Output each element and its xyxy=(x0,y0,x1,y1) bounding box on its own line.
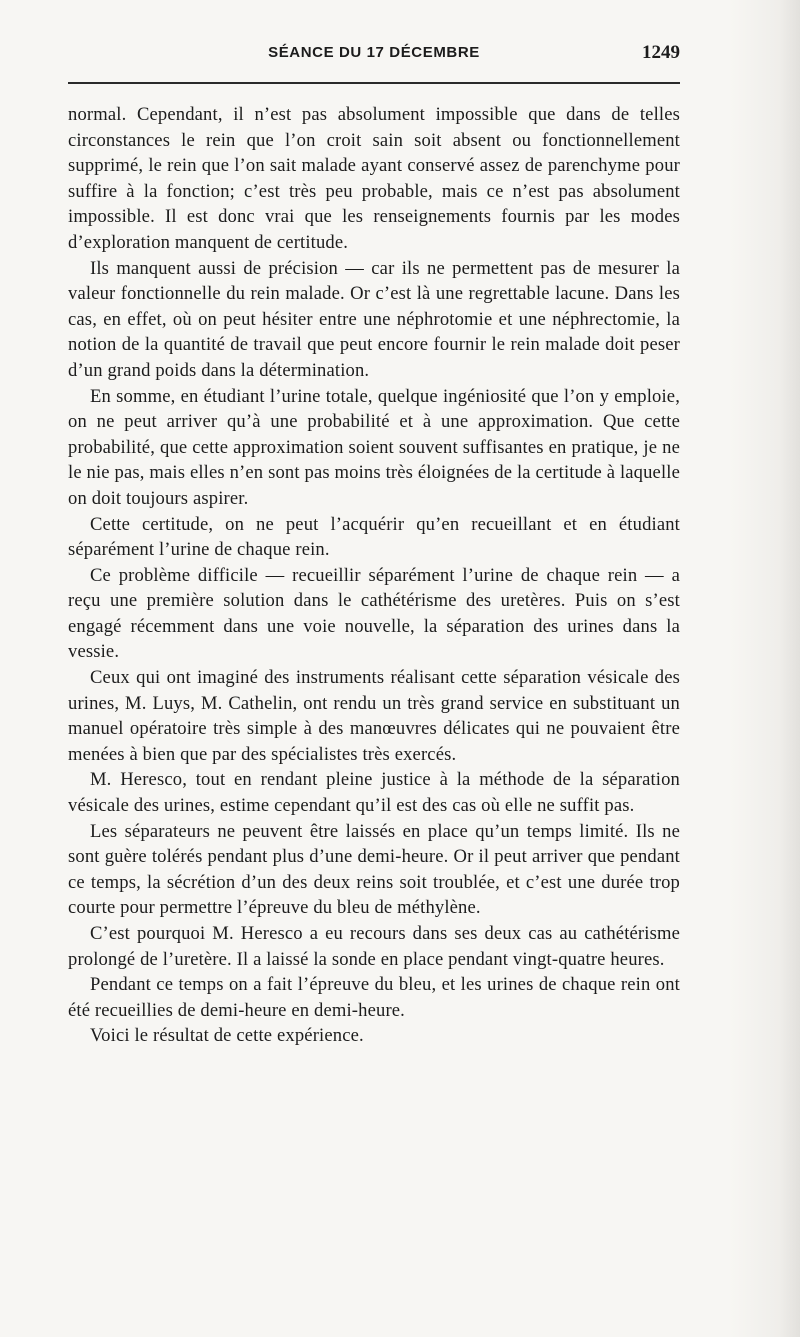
paragraph: Voici le résultat de cette expérience. xyxy=(90,1025,364,1047)
paragraph: En somme, en étudiant l’urine totale, quelque ingéniosité que l’on y emploie, on ne peut arriver qu’à une probabilité et à une approximation. Que cette probabilité, que cette approximation soient souvent suffisantes en pratique, je ne le nie pas, mais elles n’en sont pas moins très éloignées de la certitude à laquelle on doit toujours aspirer. xyxy=(68,385,680,509)
paragraph: Ils manquent aussi de précision — car ils ne permettent pas de mesurer la valeur fonctionnelle du rein malade. Or c’est là une regrettable lacune. Dans les cas, en effet, où on peut hésiter entre une néphrotomie et une néphrectomie, la notion de la quantité de travail que peut encore fournir le rein malade doit peser d’un grand poids dans la détermination. xyxy=(68,257,680,381)
body-text xyxy=(68,102,680,1049)
paragraph: Ce problème difficile — recueillir séparément l’urine de chaque rein — a reçu une première solution dans le cathétérisme des uretères. Puis on s’est engagé récemment dans une voie nouvelle, la séparation des urines dans la vessie. xyxy=(68,564,680,663)
paragraph: Les séparateurs ne peuvent être laissés en place qu’un temps limité. Ils ne sont guère tolérés pendant plus d’une demi-heure. Or il peut arriver que pendant ce temps, la sécrétion d’un des deux reins soit troublée, et c’est une durée trop courte pour permettre l’épreuve du bleu de méthylène. xyxy=(68,820,680,919)
paragraph: Cette certitude, on ne peut l’acquérir qu’en recueillant et en étudiant séparément l’urine de chaque rein. xyxy=(68,513,680,561)
header-rule xyxy=(68,82,680,84)
paragraph: M. Heresco, tout en rendant pleine justice à la méthode de la séparation vésicale des urines, estime cependant qu’il est des cas où elle ne suffit pas. xyxy=(68,769,680,817)
running-title: SÉANCE DU 17 DÉCEMBRE xyxy=(268,44,480,61)
paragraph: Ceux qui ont imaginé des instruments réalisant cette séparation vésicale des urines, M. Luys, M. Cathelin, ont rendu un très grand service en substituant un manuel opératoire très simple à des manœuvres délicates qui ne pouvaient être menées à bien que par des spécialistes très exercés. xyxy=(68,667,680,765)
paragraph: normal. Cependant, il n’est pas absolument impossible que dans de telles circonstances le rein que l’on croit sain soit absent ou fonctionnellement supprimé, le rein que l’on sait malade ayant conservé assez de parenchyme pour suffire à la fonction; c’est très peu probable, mais ce n’est pas absolument impossible. Il est donc vrai que les renseignements fournis par les modes d’exploration manquent de certitude. xyxy=(68,104,680,253)
paragraph: C’est pourquoi M. Heresco a eu recours dans ses deux cas au cathétérisme prolongé de l’uretère. Il a laissé la sonde en place pendant vingt-quatre heures. xyxy=(68,923,680,970)
paragraph: Pendant ce temps on a fait l’épreuve du bleu, et les urines de chaque rein ont été recueillies de demi-heure en demi-heure. xyxy=(68,974,680,1021)
page-header xyxy=(68,44,680,70)
page-number: 1249 xyxy=(642,42,680,63)
page-edge-shading xyxy=(730,0,800,1337)
